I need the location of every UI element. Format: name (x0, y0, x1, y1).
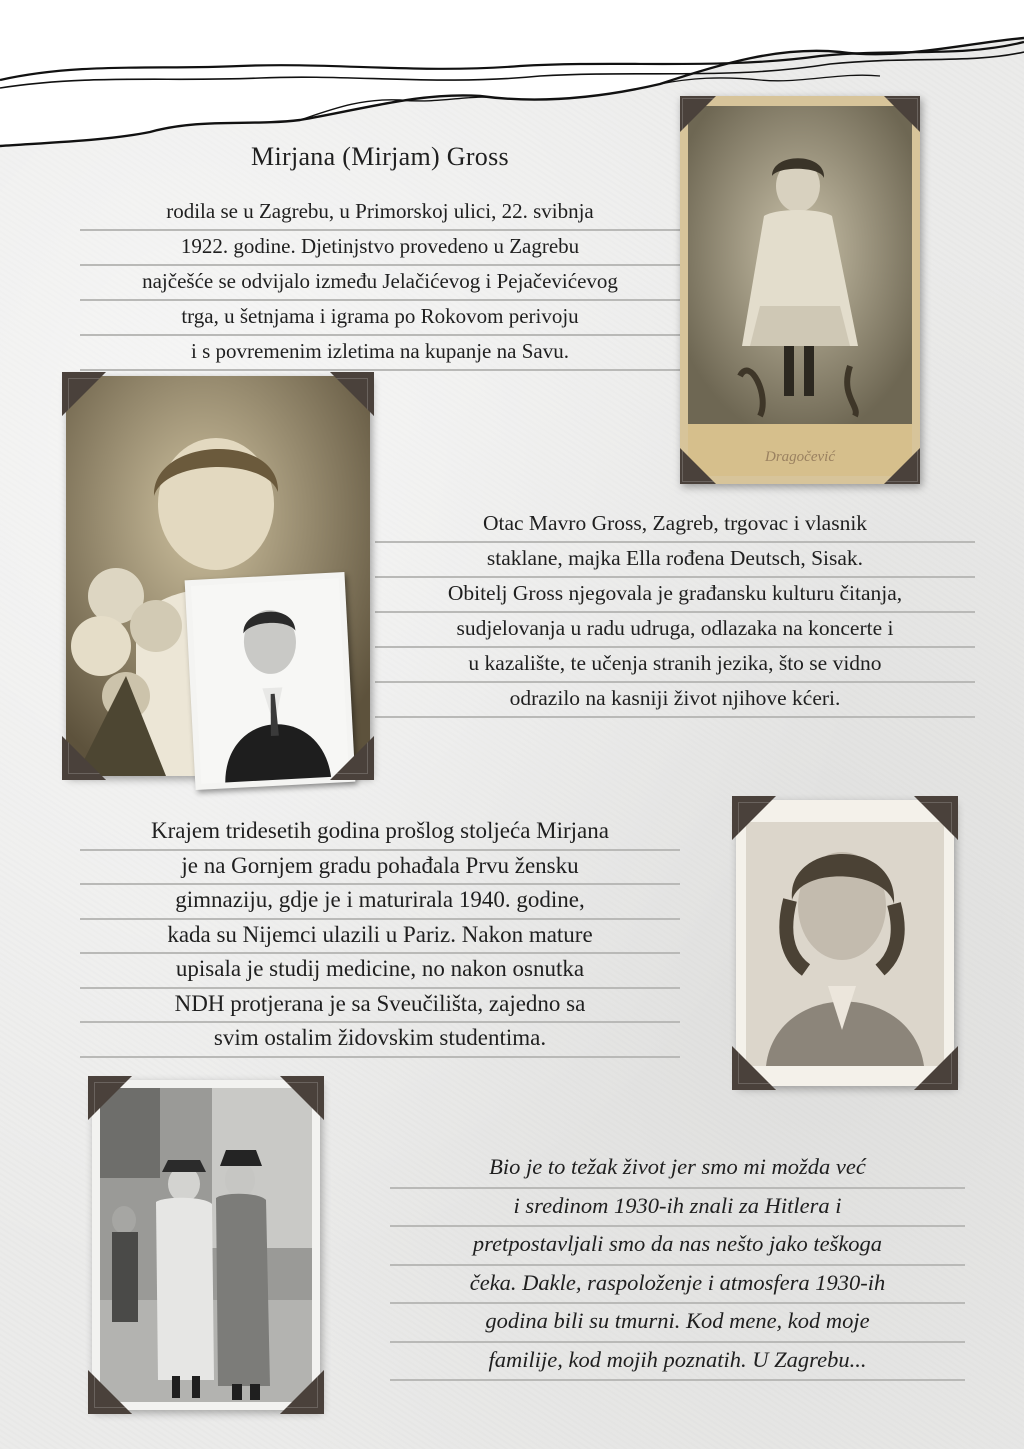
young-woman-photo (736, 800, 954, 1086)
child-portrait-photo (680, 96, 920, 484)
text-line: svim ostalim židovskim studentima. (80, 1023, 680, 1058)
father-inset-photo (185, 572, 356, 790)
text-line: najčešće se odvijalo između Jelačićevog i Pejačevićevog (80, 266, 680, 301)
text-line: Obitelj Gross njegovala je građansku kulturu čitanja, (375, 578, 975, 613)
quote-paragraph (390, 1150, 965, 1381)
text-line: Krajem tridesetih godina prošlog stoljeća Mirjana (80, 816, 680, 851)
family-paragraph (375, 508, 975, 718)
text-line: 1922. godine. Djetinjstvo provedeno u Zagrebu (80, 231, 680, 266)
text-line: staklane, majka Ella rođena Deutsch, Sisak. (375, 543, 975, 578)
text-line: i s povremenim izletima na kupanje na Savu. (80, 336, 680, 371)
text-line: rodila se u Zagrebu, u Primorskoj ulici, 22. svibnja (80, 196, 680, 231)
text-line: pretpostavljali smo da nas nešto jako teškoga (390, 1227, 965, 1266)
text-line: Bio je to težak život jer smo mi možda već (390, 1150, 965, 1189)
text-line: gimnaziju, gdje je i maturirala 1940. godine, (80, 885, 680, 920)
text-line: sudjelovanja u radu udruga, odlazaka na koncerte i (375, 613, 975, 648)
text-line: upisala je studij medicine, no nakon osnutka (80, 954, 680, 989)
text-line: Otac Mavro Gross, Zagreb, trgovac i vlasnik (375, 508, 975, 543)
text-line: godina bili su tmurni. Kod mene, kod moje (390, 1304, 965, 1343)
school-paragraph (80, 816, 680, 1058)
young-woman-image (736, 800, 954, 1086)
text-line: odrazilo na kasniji život njihove kćeri. (375, 683, 975, 718)
photographer-stamp: Dragočević (765, 449, 835, 465)
text-line: je na Gornjem gradu pohađala Prvu žensku (80, 851, 680, 886)
text-line: i sredinom 1930-ih znali za Hitlera i (390, 1189, 965, 1228)
street-scene-image (92, 1080, 320, 1410)
text-line: NDH protjerana je sa Sveučilišta, zajedno sa (80, 989, 680, 1024)
street-scene-photo (92, 1080, 320, 1410)
father-portrait-image (185, 572, 356, 790)
page-title: Mirjana (Mirjam) Gross (251, 142, 509, 171)
text-line: u kazalište, te učenja stranih jezika, što se vidno (375, 648, 975, 683)
text-line: kada su Nijemci ulazili u Pariz. Nakon mature (80, 920, 680, 955)
mother-portrait-photo (66, 376, 370, 776)
text-line: čeka. Dakle, raspoloženje i atmosfera 1930-ih (390, 1266, 965, 1305)
text-line: familije, kod mojih poznatih. U Zagrebu... (390, 1343, 965, 1382)
birth-paragraph (80, 196, 680, 371)
text-line: trga, u šetnjama i igrama po Rokovom perivoju (80, 301, 680, 336)
child-portrait-image (680, 96, 920, 484)
